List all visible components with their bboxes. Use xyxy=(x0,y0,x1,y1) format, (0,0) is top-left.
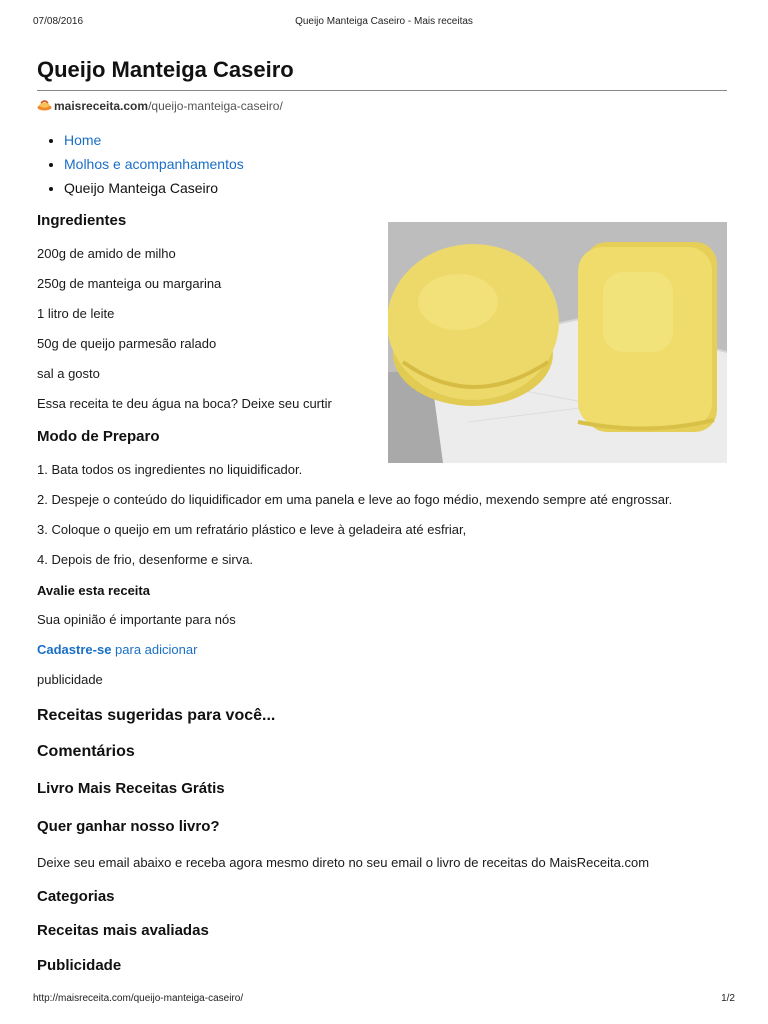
source-domain: maisreceita.com xyxy=(54,99,149,113)
step-item: 4. Depois de frio, desenforme e sirva. xyxy=(37,552,254,567)
breadcrumb-link-home[interactable]: Home xyxy=(64,132,102,148)
page-title: Queijo Manteiga Caseiro xyxy=(37,57,294,82)
free-book-heading: Livro Mais Receitas Grátis xyxy=(37,780,225,797)
print-page-title: Queijo Manteiga Caseiro - Mais receitas xyxy=(295,16,473,27)
breadcrumb-item-current xyxy=(64,179,244,203)
comments-heading: Comentários xyxy=(37,743,135,760)
ingredient-item: 50g de queijo parmesão ralado xyxy=(37,336,217,351)
suggested-heading: Receitas sugeridas para você... xyxy=(37,707,276,724)
breadcrumb-link-category[interactable]: Molhos e acompanhamentos xyxy=(64,156,244,172)
title-divider xyxy=(37,90,727,91)
breadcrumb-item-category[interactable] xyxy=(64,155,244,179)
ingredient-item: 250g de manteiga ou margarina xyxy=(37,276,222,291)
print-date: 07/08/2016 xyxy=(33,16,84,27)
breadcrumb-item-home[interactable] xyxy=(64,131,244,155)
signup-rest: para adicionar xyxy=(111,642,198,657)
source-link[interactable] xyxy=(37,98,283,114)
ingredient-item: sal a gosto xyxy=(37,366,100,381)
source-path: /queijo-manteiga-caseiro/ xyxy=(148,99,283,113)
rate-heading: Avalie esta receita xyxy=(37,583,150,598)
method-heading: Modo de Preparo xyxy=(37,428,160,445)
ingredients-heading: Ingredientes xyxy=(37,212,127,229)
ingredient-item: 1 litro de leite xyxy=(37,306,115,321)
advertising-heading: Publicidade xyxy=(37,957,122,974)
breadcrumb xyxy=(37,131,244,203)
categories-heading: Categorias xyxy=(37,888,115,905)
breadcrumb-current: Queijo Manteiga Caseiro xyxy=(64,180,219,196)
want-book-heading: Quer ganhar nosso livro? xyxy=(37,818,220,835)
print-header xyxy=(0,16,768,30)
signup-line xyxy=(37,642,197,657)
step-item: 3. Coloque o queijo em um refratário plástico e leve à geladeira até esfriar, xyxy=(37,522,467,537)
print-footer xyxy=(0,993,768,1007)
like-prompt: Essa receita te deu água na boca? Deixe seu curtir xyxy=(37,396,332,411)
recipe-photo xyxy=(388,222,727,463)
step-item: 2. Despeje o conteúdo do liquidificador em uma panela e leve ao fogo médio, mexendo sempre até engrossar. xyxy=(37,492,673,507)
top-rated-heading: Receitas mais avaliadas xyxy=(37,922,209,939)
print-url: http://maisreceita.com/queijo-manteiga-caseiro/ xyxy=(33,993,244,1004)
site-logo-icon xyxy=(37,100,52,111)
signup-link[interactable] xyxy=(37,642,111,657)
ad-label: publicidade xyxy=(37,672,103,687)
step-item: 1. Bata todos os ingredientes no liquidificador. xyxy=(37,462,303,477)
ingredient-item: 200g de amido de milho xyxy=(37,246,176,261)
print-page-number: 1/2 xyxy=(721,993,735,1004)
signup-link-label: Cadastre-se xyxy=(37,642,112,657)
rate-text: Sua opinião é importante para nós xyxy=(37,612,236,627)
book-text: Deixe seu email abaixo e receba agora mesmo direto no seu email o livro de receitas do MaisReceita.com xyxy=(37,855,650,870)
